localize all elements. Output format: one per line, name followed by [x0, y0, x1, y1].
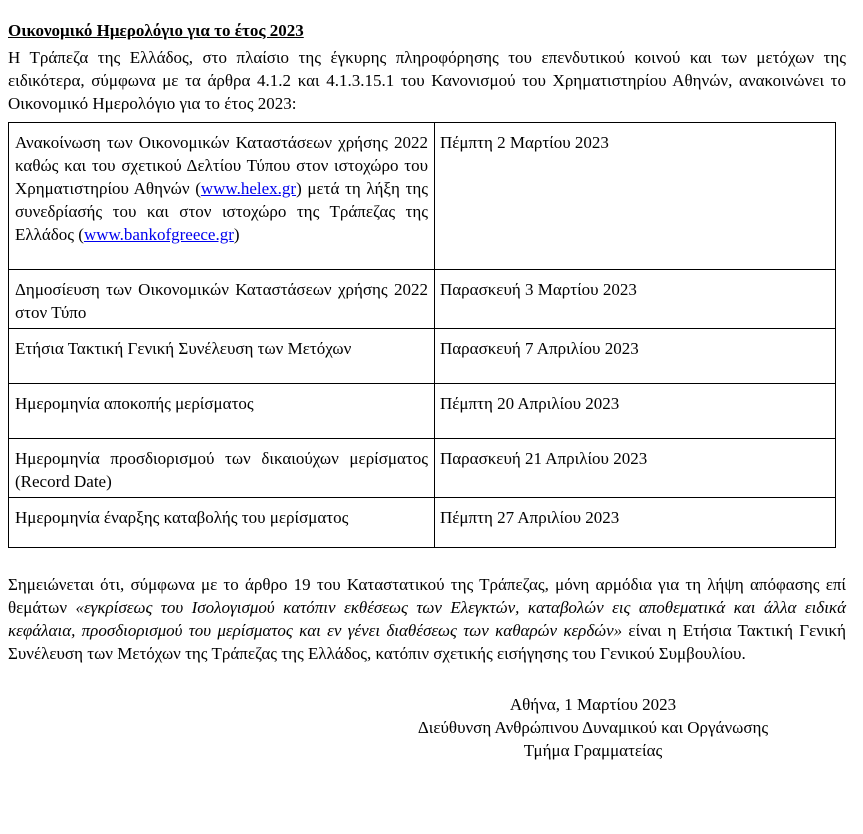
- date-cell: Παρασκευή 7 Απριλίου 2023: [435, 329, 836, 384]
- event-cell: [9, 123, 435, 270]
- date-cell: Παρασκευή 3 Μαρτίου 2023: [435, 270, 836, 329]
- date-cell: Πέμπτη 2 Μαρτίου 2023: [435, 123, 836, 270]
- financial-calendar-table: [8, 122, 836, 548]
- bankofgreece-link[interactable]: www.bankofgreece.gr: [83, 225, 234, 244]
- signature-section: Τμήμα Γραμματείας: [523, 741, 663, 760]
- event-cell: Δημοσίευση των Οικονομικών Καταστάσεων χρήσης 2022 στον Τύπο: [9, 270, 435, 329]
- document-title: Οικονομικό Ημερολόγιο για το έτος 2023: [8, 21, 304, 40]
- note-text: Σημειώνεται ότι, σύμφωνα με το άρθρο 19 του Καταστατικού της Τράπεζας, μόνη αρμόδια για τη λήψη απόφασης επί θεμάτων: [8, 575, 846, 617]
- event-text: Ανακοίνωση των Οικονομικών Καταστάσεων χρήσης 2022 καθώς και του σχετικού Δελτίου Τύπου στον ιστοχώρο του Χρηματιστηρίου Αθηνών (: [15, 133, 428, 198]
- event-cell: Ημερομηνία προσδιορισμού των δικαιούχων μερίσματος (Record Date): [9, 439, 435, 498]
- signature-department: Διεύθυνση Ανθρώπινου Δυναμικού και Οργάνωσης: [417, 718, 769, 737]
- table-row: [9, 498, 836, 548]
- event-text: ) μετά τη λήξη της συνεδρίασής του και στον ιστοχώρο της Τράπεζας της Ελλάδος (: [15, 179, 428, 244]
- table-row: [9, 270, 836, 329]
- event-text: ): [233, 225, 240, 244]
- intro-paragraph: Η Τράπεζα της Ελλάδος, στο πλαίσιο της έγκυρης πληροφόρησης του επενδυτικού κοινού και των μετόχων της ειδικότερα, σύμφωνα με τα άρθρα 4.1.2 και 4.1.3.15.1 του Κανονισμού του Χρηματιστηρίου Αθηνών, ανακοινώνει το Οικονομικό Ημερολόγιο για το έτος 2023:: [8, 48, 846, 113]
- signature-place-date: Αθήνα, 1 Μαρτίου 2023: [509, 695, 677, 714]
- event-cell: Ημερομηνία έναρξης καταβολής του μερίσματος: [9, 498, 435, 548]
- date-cell: Πέμπτη 27 Απριλίου 2023: [435, 498, 836, 548]
- table-row: [9, 329, 836, 384]
- table-row: [9, 123, 836, 270]
- event-cell: Ημερομηνία αποκοπής μερίσματος: [9, 384, 435, 439]
- document-page: [8, 20, 846, 762]
- date-cell: Πέμπτη 20 Απριλίου 2023: [435, 384, 836, 439]
- signature-block: [8, 693, 836, 762]
- event-cell: Ετήσια Τακτική Γενική Συνέλευση των Μετόχων: [9, 329, 435, 384]
- helex-link[interactable]: www.helex.gr: [200, 179, 297, 198]
- note-quote: «εγκρίσεως του Ισολογισμού κατόπιν εκθέσεως των Ελεγκτών, καταβολών εις αποθεματικά και άλλα ειδικά κεφάλαια, προσδιορισμού του μερίσματος και εν γένει διαθέσεως των καθαρών κερδών»: [8, 598, 847, 640]
- note-text: είναι η Ετήσια Τακτική Γενική Συνέλευση των Μετόχων της Τράπεζας της Ελλάδος, κατόπιν σχετικής εισήγησης του Γενικού Συμβουλίου.: [8, 621, 846, 663]
- table-row: [9, 384, 836, 439]
- date-cell: Παρασκευή 21 Απριλίου 2023: [435, 439, 836, 498]
- note-paragraph: [8, 573, 846, 665]
- table-row: [9, 439, 836, 498]
